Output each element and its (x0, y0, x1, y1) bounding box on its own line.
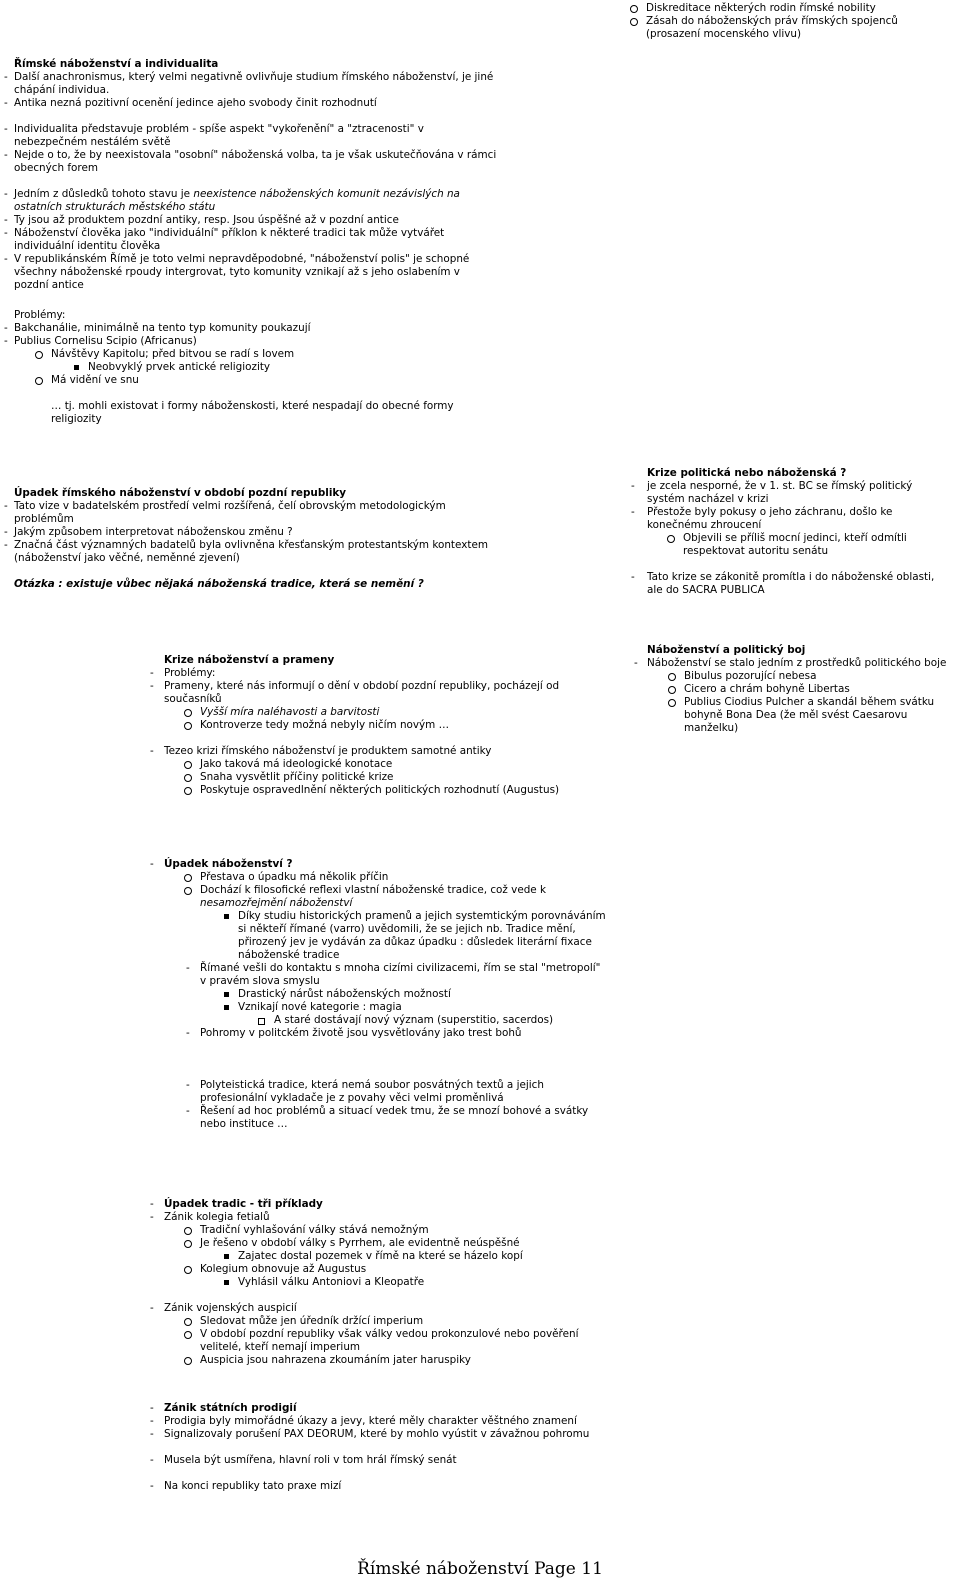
dash-bullet: - (150, 1415, 154, 1427)
section-title: Náboženství a politický boj (647, 644, 806, 656)
dash-bullet: - (4, 539, 8, 551)
dash-bullet: - (634, 657, 638, 669)
circle-bullet-icon (668, 686, 676, 694)
list-item: Vyhlásil válku Antoniovi a Kleopatře (150, 1276, 578, 1289)
dash-bullet: - (4, 322, 8, 334)
list-item-continuation: si někteří římané (varro) uvědomili, že se jejich nb. Tradice mění, (238, 923, 576, 935)
dash-bullet: - (4, 526, 8, 538)
section-krize-prameny (150, 654, 559, 797)
list-item: - Zánik vojenských auspicií (150, 1302, 297, 1314)
dash-bullet: - (186, 1079, 190, 1091)
list-item: - Značná část významných badatelů byla ovlivněna křesťanským protestantským kontextem (4, 539, 488, 551)
list-item: - Úpadek tradic - tři příklady (150, 1198, 323, 1210)
circle-bullet-icon (184, 709, 192, 717)
circle-bullet-icon (630, 18, 638, 26)
list-item: - Řešení ad hoc problémů a situací vedek tmu, že se mnozí bohové a svátky (186, 1105, 589, 1117)
circle-bullet-icon (668, 673, 676, 681)
square-bullet-icon (74, 365, 79, 370)
section-upadek-tradic (150, 1198, 578, 1367)
list-item: - je zcela nesporné, že v 1. st. BC se římský politický (631, 480, 913, 492)
list-item: - Antika nezná pozitivní ocenění jedince ajeho svobody činit rozhodnutí (4, 97, 377, 109)
circle-bullet-icon (35, 377, 43, 385)
list-item-continuation: velitelé, kteří nemají imperium (200, 1341, 361, 1353)
section-individualita (4, 58, 496, 292)
list-item: Sledovat může jen úředník držící imperium (150, 1315, 578, 1328)
list-item: Neobvyklý prvek antické religiozity (4, 361, 454, 374)
list-item: - Římané vešli do kontaktu s mnoha cizími civilizacemi, řím se stal "metropolí" (186, 962, 601, 974)
list-item: Zásah do náboženských práv římských spojenců (630, 15, 898, 28)
list-item: Je řešeno v období války s Pyrrhem, ale evidentně neúspěšné (150, 1237, 578, 1250)
list-item-continuation: náboženské tradice (238, 949, 340, 961)
list-item: Dochází k filosofické reflexi vlastní náboženské tradice, což vede k (150, 884, 606, 897)
list-item-continuation: (náboženství jako věčné, neměnné zjevení) (14, 552, 240, 564)
hollow-square-bullet-icon (258, 1018, 265, 1025)
list-item: - Prodigia byly mimořádné úkazy a jevy, které měly charakter věštného znamení (150, 1415, 577, 1427)
list-item-continuation: problémům (14, 513, 74, 525)
list-item-continuation: současníků (164, 693, 222, 705)
section-politicky-boj (634, 644, 946, 735)
section-title: Úpadek římského náboženství v období pozdní republiky (14, 487, 347, 499)
section-title: Problémy: (14, 309, 66, 321)
list-item: - Polyteistická tradice, která nemá soubor posvátných textů a jejich (186, 1079, 544, 1091)
page-footer: Římské náboženství Page 11 (357, 1559, 603, 1579)
list-item-continuation: bohyně Bona Dea (že měl svést Caesarovu (684, 709, 908, 721)
list-item: - Úpadek náboženství ? (150, 858, 293, 870)
circle-bullet-icon (668, 699, 676, 707)
list-item: Vznikají nové kategorie : magia (150, 1001, 606, 1014)
paragraph: … tj. mohli existovat i formy náboženskosti, které nespadají do obecné formy (51, 400, 454, 412)
list-item: - Nejde o to, že by neexistovala "osobní" náboženská volba, ta je však uskutečňována v rámci (4, 149, 497, 161)
list-item-continuation: všechny náboženské rpoudy intergrovat, tyto komunity vznikají až s jeho oslabením v (14, 266, 460, 278)
list-item-continuation: respektovat autoritu senátu (683, 545, 829, 557)
circle-bullet-icon (184, 1331, 192, 1339)
list-item-continuation: pozdní antice (14, 279, 84, 291)
dash-bullet: - (150, 667, 154, 679)
list-item: Zajatec dostal pozemek v římě na které se házelo kopí (150, 1250, 578, 1263)
list-item-continuation: nebezpečném nestálém světě (14, 136, 171, 148)
list-item: - Publius Cornelisu Scipio (Africanus) (4, 335, 197, 347)
dash-bullet: - (150, 745, 154, 757)
square-bullet-icon (224, 1005, 229, 1010)
dash-bullet: - (4, 500, 8, 512)
list-item: Publius Ciodius Pulcher a skandál během svátku (634, 696, 946, 709)
section-upadek-nabozenstvi (150, 858, 606, 1131)
section-title: Krize politická nebo náboženská ? (647, 467, 847, 479)
list-item: - Náboženství se stalo jedním z prostředků politického boje (634, 657, 947, 669)
list-item: Drastický nárůst náboženských možností (150, 988, 606, 1001)
list-item: - V republikánském Římě je toto velmi nepravděpodobné, "náboženství polis" je schopné (4, 253, 470, 265)
square-bullet-icon (224, 1254, 229, 1259)
circle-bullet-icon (184, 787, 192, 795)
list-item: - Náboženství člověka jako "individuální" příklon k některé tradici tak může vytvářet (4, 227, 445, 239)
dash-bullet: - (150, 1454, 154, 1466)
list-item: Objevili se příliš mocní jedinci, kteří odmítli (631, 532, 934, 545)
list-item: - Prameny, které nás informují o dění v období pozdní republiky, pocházejí od (150, 680, 560, 692)
dash-bullet: - (4, 97, 8, 109)
list-item: - Tezeo krizi římského náboženství je produktem samotné antiky (150, 745, 492, 757)
question: Otázka : existuje vůbec nějaká náboženská tradice, která se nemění ? (14, 578, 424, 590)
list-item: - Individualita představuje problém - spíše aspekt "vykořenění" a "ztracenosti" v (4, 123, 424, 135)
dash-bullet: - (150, 858, 154, 870)
list-item-continuation: nesamozřejmění náboženství (200, 897, 353, 909)
circle-bullet-icon (184, 887, 192, 895)
list-item: - Jedním z důsledků tohoto stavu je neexistence náboženských komunit nezávislých na (4, 188, 460, 200)
list-item-continuation: profesionální vykladače je z povahy věci velmi proměnlivá (200, 1092, 504, 1104)
list-item-continuation: (prosazení mocenského vlivu) (646, 28, 802, 40)
circle-bullet-icon (630, 5, 638, 13)
list-item-continuation: v pravém slova smyslu (200, 975, 320, 987)
dash-bullet: - (4, 123, 8, 135)
list-item: Přestava o úpadku má několik příčin (150, 871, 606, 884)
dash-bullet: - (4, 149, 8, 161)
dash-bullet: - (4, 188, 8, 200)
list-item: Kontroverze tedy možná nebyly ničím novým … (150, 719, 559, 732)
list-item: Auspicia jsou nahrazena zkoumáním jater haruspiky (150, 1354, 578, 1367)
dash-bullet: - (150, 1211, 154, 1223)
dash-bullet: - (631, 571, 635, 583)
list-item-continuation: systém nacházel v krizi (647, 493, 769, 505)
circle-bullet-icon (184, 761, 192, 769)
list-item: Díky studiu historických pramenů a jejich systemtickým porovnáváním (150, 910, 606, 923)
list-item: - Na konci republiky tato praxe mizí (150, 1480, 342, 1492)
list-item-continuation: ostatních strukturách městského státu (14, 201, 216, 213)
list-item: - Přestože byly pokusy o jeho záchranu, došlo ke (631, 506, 893, 518)
section-title: Krize náboženství a prameny (164, 654, 335, 666)
square-bullet-icon (224, 914, 229, 919)
list-item: - Zánik kolegia fetialů (150, 1211, 270, 1223)
dash-bullet: - (4, 214, 8, 226)
list-item: Tradiční vyhlašování války stává nemožným (150, 1224, 578, 1237)
list-item-continuation: konečnému zhroucení (647, 519, 762, 531)
list-item: - Jakým způsobem interpretovat náboženskou změnu ? (4, 526, 293, 538)
dash-bullet: - (150, 1402, 154, 1414)
dash-bullet: - (150, 680, 154, 692)
list-item: - Signalizovaly porušení PAX DEORUM, které by mohlo vyústit v závažnou pohromu (150, 1428, 590, 1440)
dash-bullet: - (4, 335, 8, 347)
list-item-continuation: nebo instituce … (200, 1118, 288, 1130)
dash-bullet: - (186, 1027, 190, 1039)
list-item: Návštěvy Kapitolu; před bitvou se radí s Iovem (4, 348, 454, 361)
list-item: Bibulus pozorující nebesa (634, 670, 946, 683)
list-item: A staré dostávají nový význam (superstitio, sacerdos) (150, 1014, 606, 1027)
dash-bullet: - (186, 962, 190, 974)
list-item: - Pohromy v politckém životě jsou vysvětlovány jako trest bohů (186, 1027, 522, 1039)
dash-bullet: - (150, 1480, 154, 1492)
dash-bullet: - (150, 1198, 154, 1210)
dash-bullet: - (150, 1428, 154, 1440)
list-item: Diskreditace některých rodin římské nobility (630, 2, 898, 15)
list-item: Kolegium obnovuje až Augustus (150, 1263, 578, 1276)
list-item: - Bakchanálie, minimálně na tento typ komunity poukazují (4, 322, 311, 334)
dash-bullet: - (4, 253, 8, 265)
circle-bullet-icon (667, 535, 675, 543)
dash-bullet: - (4, 227, 8, 239)
circle-bullet-icon (184, 774, 192, 782)
section-prodigia (150, 1402, 589, 1493)
dash-bullet: - (631, 506, 635, 518)
circle-bullet-icon (184, 1357, 192, 1365)
circle-bullet-icon (184, 1318, 192, 1326)
list-item: Snaha vysvětlit příčiny politické krize (150, 771, 559, 784)
section-title: Římské náboženství a individualita (14, 58, 219, 70)
list-item-continuation: přirozený jev je vydáván za důkaz úpadku : důsledek literární fixace (238, 936, 592, 948)
list-item: - Problémy: (150, 667, 216, 679)
list-item: Jako taková má ideologické konotace (150, 758, 559, 771)
list-item-continuation: obecných forem (14, 162, 98, 174)
top-right-list (630, 2, 898, 41)
dash-bullet: - (4, 71, 8, 83)
list-item: - Další anachronismus, který velmi negativně ovlivňuje studium římského náboženství, je jiné (4, 71, 494, 83)
list-item-continuation: ale do SACRA PUBLICA (647, 584, 765, 596)
list-item: Vyšší míra naléhavosti a barvitosti (150, 706, 559, 719)
section-krize-politicka (631, 467, 934, 597)
list-item: Má vidění ve snu (4, 374, 454, 387)
list-item-continuation: individuální identitu člověka (14, 240, 161, 252)
circle-bullet-icon (184, 1266, 192, 1274)
square-bullet-icon (224, 992, 229, 997)
list-item: - Tato krize se zákonitě promítla i do náboženské oblasti, (631, 571, 935, 583)
square-bullet-icon (224, 1280, 229, 1285)
list-item: Poskytuje ospravedlnění některých politických rozhodnutí (Augustus) (150, 784, 559, 797)
list-item: - Ty jsou až produktem pozdní antiky, resp. Jsou úspěšné až v pozdní antice (4, 214, 399, 226)
dash-bullet: - (186, 1105, 190, 1117)
section-upadek-republiky (4, 487, 488, 591)
circle-bullet-icon (184, 1240, 192, 1248)
list-item-continuation: manželku) (684, 722, 739, 734)
dash-bullet: - (631, 480, 635, 492)
circle-bullet-icon (184, 1227, 192, 1235)
circle-bullet-icon (184, 874, 192, 882)
list-item: - Tato vize v badatelském prostředí velmi rozšířená, čelí obrovským metodologickým (4, 500, 446, 512)
dash-bullet: - (150, 1302, 154, 1314)
list-item: - Musela být usmířena, hlavní roli v tom hrál římský senát (150, 1454, 457, 1466)
list-item: V období pozdní republiky však války vedou prokonzulové nebo pověření (150, 1328, 578, 1341)
list-item: Cicero a chrám bohyně Libertas (634, 683, 946, 696)
paragraph-continuation: religiozity (51, 413, 102, 425)
circle-bullet-icon (35, 351, 43, 359)
circle-bullet-icon (184, 722, 192, 730)
list-item-continuation: chápání individua. (14, 84, 110, 96)
list-item: - Zánik státních prodigií (150, 1402, 297, 1414)
section-problemy (4, 309, 454, 426)
